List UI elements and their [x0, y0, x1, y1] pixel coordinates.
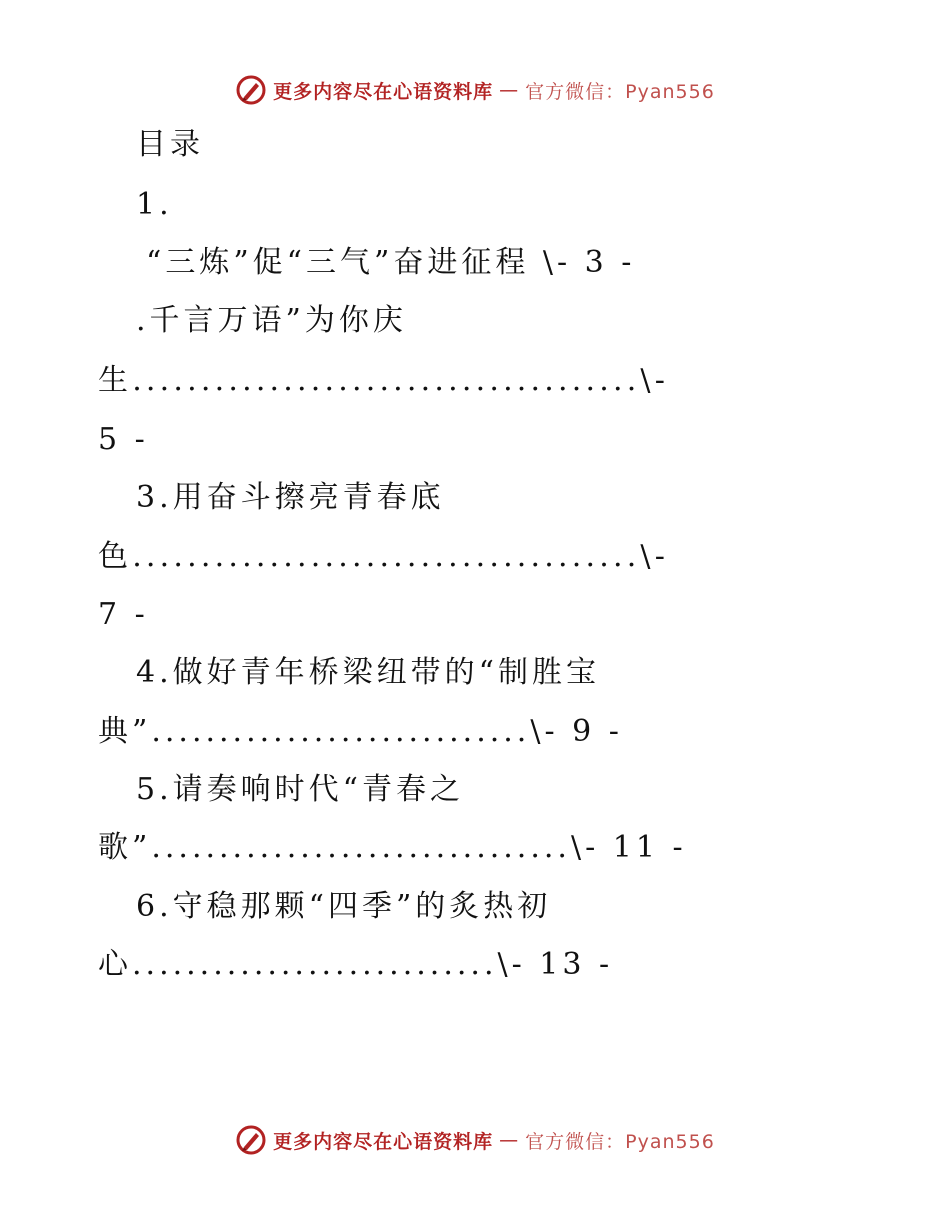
- toc-line-12: 歌”...............................\- 11 -: [98, 830, 687, 865]
- footer-dash: —: [499, 1129, 520, 1151]
- pen-logo-icon: [235, 74, 267, 106]
- toc-line-10: 典”............................\- 9 -: [98, 714, 623, 749]
- footer-banner: [0, 1120, 950, 1160]
- toc-title: 目录: [136, 127, 204, 162]
- toc-line-1: 1.: [136, 187, 173, 222]
- header-brand-text: 更多内容尽在心语资料库: [273, 80, 494, 103]
- toc-line-2: “三炼”促“三气”奋进征程 \- 3 -: [146, 245, 636, 280]
- toc-line-14: 心...........................\- 13 -: [98, 947, 614, 982]
- toc-line-11: 5.请奏响时代“青春之: [136, 772, 464, 807]
- toc-line-8: 7 -: [98, 597, 149, 632]
- footer-wechat-text: 官方微信：Pyan556: [525, 1130, 715, 1153]
- toc-line-3: .千言万语”为你庆: [136, 303, 407, 338]
- toc-line-6: 3.用奋斗擦亮青春底: [136, 480, 445, 515]
- header-banner: [0, 70, 950, 110]
- pen-logo-icon: [235, 1124, 267, 1156]
- toc-line-7: 色.....................................\-: [98, 539, 670, 574]
- header-wechat-text: 官方微信：Pyan556: [525, 80, 715, 103]
- footer-brand-text: 更多内容尽在心语资料库: [273, 1130, 494, 1153]
- toc-line-13: 6.守稳那颗“四季”的炙热初: [136, 889, 552, 924]
- toc-line-4: 生.....................................\-: [98, 363, 670, 398]
- toc-line-5: 5 -: [98, 422, 149, 457]
- header-dash: —: [499, 79, 520, 101]
- toc-line-9: 4.做好青年桥梁纽带的“制胜宝: [136, 655, 600, 690]
